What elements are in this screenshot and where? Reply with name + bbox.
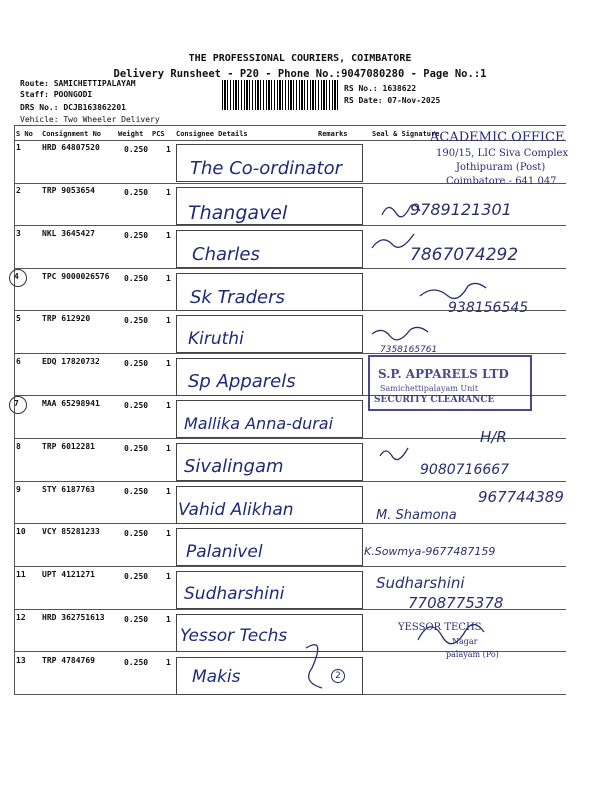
stamp-title: ACADEMIC OFFICE	[430, 130, 565, 145]
row-pcs: 1	[166, 145, 171, 154]
col-consignment: Consignment No	[42, 130, 102, 138]
row-consignee: Palanivel	[186, 542, 263, 562]
col-sno: S No	[16, 130, 33, 138]
row-weight: 0.250	[124, 359, 149, 368]
row-consignment: TPC 9000026576	[42, 272, 110, 281]
row-sno: 10	[16, 527, 26, 536]
route-label: Route: SAMICHETTIPALAYAM	[20, 79, 136, 88]
row-consignment: HRD 362751613	[42, 613, 105, 622]
row-consignment: TRP 9053654	[42, 186, 95, 195]
row-consignee: Charles	[192, 244, 260, 265]
row-sno: 1	[16, 143, 21, 152]
stamp-title: YESSOR TECHS	[398, 622, 482, 633]
row-pcs: 1	[166, 274, 171, 283]
signature-phone: 967744389	[478, 488, 564, 506]
stamp-line: Jothipuram (Post)	[456, 162, 546, 173]
row-weight: 0.250	[124, 529, 149, 538]
row-pcs: 1	[166, 401, 171, 410]
row-consignment: TRP 4784769	[42, 656, 95, 665]
row-weight: 0.250	[124, 145, 149, 154]
stamp-title: S.P. APPARELS LTD	[378, 367, 509, 381]
row-consignment: NKL 3645427	[42, 229, 95, 238]
row-consignee: Sudharshini	[184, 584, 285, 604]
row-pcs: 1	[166, 487, 171, 496]
stamp-line: Coimbatore - 641 047	[446, 176, 557, 187]
row-sno: 5	[16, 314, 21, 323]
col-remarks: Remarks	[318, 130, 348, 138]
stamp-line: 190/15, LIC Siva Complex	[436, 148, 569, 159]
row-weight: 0.250	[124, 401, 149, 410]
stamp-line: SECURITY CLEARANCE	[374, 395, 495, 405]
drs-label: DRS No.: DCJB163862201	[20, 103, 126, 112]
row-consignee: The Co-ordinator	[190, 158, 343, 179]
row-pcs: 1	[166, 572, 171, 581]
signature-scribble	[418, 624, 484, 643]
signature-phone: 938156545	[448, 300, 529, 316]
signature-phone: 7358165761	[380, 345, 438, 355]
row-consignee: Makis	[192, 667, 241, 687]
row-sno: 3	[16, 229, 21, 238]
row-weight: 0.250	[124, 274, 149, 283]
row-pcs: 1	[166, 359, 171, 368]
signature-phone: 7708775378	[408, 594, 504, 612]
row-pcs: 1	[166, 316, 171, 325]
row-weight: 0.250	[124, 444, 149, 453]
row-sno: 6	[16, 357, 21, 366]
col-consignee: Consignee Details	[176, 130, 248, 138]
signature-phone: K.Sowmya-9677487159	[364, 545, 496, 558]
row-pcs: 1	[166, 444, 171, 453]
row-weight: 0.250	[124, 615, 149, 624]
signature-name: M. Shamona	[376, 508, 457, 523]
row-pcs: 1	[166, 615, 171, 624]
signature-phone: 9080716667	[420, 462, 510, 478]
signature-scribble	[372, 234, 414, 248]
row-consignee: Sk Traders	[190, 287, 285, 308]
runsheet-title: Delivery Runsheet - P20 - Phone No.:9047080280 - Page No.:1	[113, 68, 487, 80]
col-pcs: PCS	[152, 130, 165, 138]
row-consignee: Sivalingam	[184, 456, 284, 477]
row-sno: 8	[16, 442, 21, 451]
row-sno: 7	[14, 399, 19, 408]
row-consignment: TRP 612920	[42, 314, 91, 323]
row-weight: 0.250	[124, 572, 149, 581]
row-consignment: HRD 64807520	[42, 143, 100, 152]
row-consignee: Vahid Alikhan	[178, 500, 294, 520]
col-weight: Weight	[118, 130, 144, 138]
row-consignment: UPT 4121271	[42, 570, 95, 579]
signature-note: H/R	[480, 428, 507, 446]
row-weight: 0.250	[124, 231, 149, 240]
row-weight: 0.250	[124, 658, 149, 667]
signature-phone: 9789121301	[410, 200, 512, 219]
stamp-line: palayam (Po)	[446, 650, 499, 659]
row-weight: 0.250	[124, 188, 149, 197]
signature-scribble	[420, 283, 486, 298]
row-weight: 0.250	[124, 316, 149, 325]
row-consignee: Yessor Techs	[180, 626, 288, 646]
row-consignee: Thangavel	[188, 202, 288, 224]
row-consignee: Kiruthi	[188, 329, 244, 349]
row-sno: 11	[16, 570, 26, 579]
row-pcs: 1	[166, 188, 171, 197]
row-weight: 0.250	[124, 487, 149, 496]
signature-name: Sudharshini	[376, 574, 465, 592]
row-pcs: 1	[166, 231, 171, 240]
row-consignment: TRP 6012281	[42, 442, 95, 451]
row-consignment: VCY 85281233	[42, 527, 100, 536]
circled-note: 2	[331, 669, 345, 683]
signature-scribble	[372, 327, 428, 339]
vehicle-label: Vehicle: Two Wheeler Delivery	[20, 115, 160, 124]
signature-phone: 7867074292	[410, 245, 519, 265]
col-seal: Seal & Signature	[372, 130, 440, 138]
staff-label: Staff: POONGODI	[20, 90, 93, 99]
row-pcs: 1	[166, 529, 171, 538]
row-consignment: EDQ 17820732	[42, 357, 100, 366]
rs-date: RS Date: 07-Nov-2025	[344, 96, 441, 105]
signature-scribble	[382, 205, 420, 217]
stamp-line: Nagar	[452, 637, 478, 646]
row-sno: 13	[16, 656, 26, 665]
row-sno: 4	[14, 272, 19, 281]
row-sno: 2	[16, 186, 21, 195]
company-name: THE PROFESSIONAL COURIERS, COIMBATORE	[188, 53, 412, 64]
signature-scribble	[380, 448, 408, 460]
row-consignee: Mallika Anna-durai	[184, 414, 334, 433]
row-consignment: MAA 65298941	[42, 399, 100, 408]
row-consignee: Sp Apparels	[188, 371, 296, 392]
signature-scribble	[306, 645, 322, 688]
row-pcs: 1	[166, 658, 171, 667]
row-sno: 12	[16, 613, 26, 622]
stamp-line: Samichettipalayam Unit	[380, 384, 479, 393]
rs-number: RS No.: 1638622	[344, 84, 417, 93]
row-sno: 9	[16, 485, 21, 494]
row-consignment: STY 6187763	[42, 485, 95, 494]
